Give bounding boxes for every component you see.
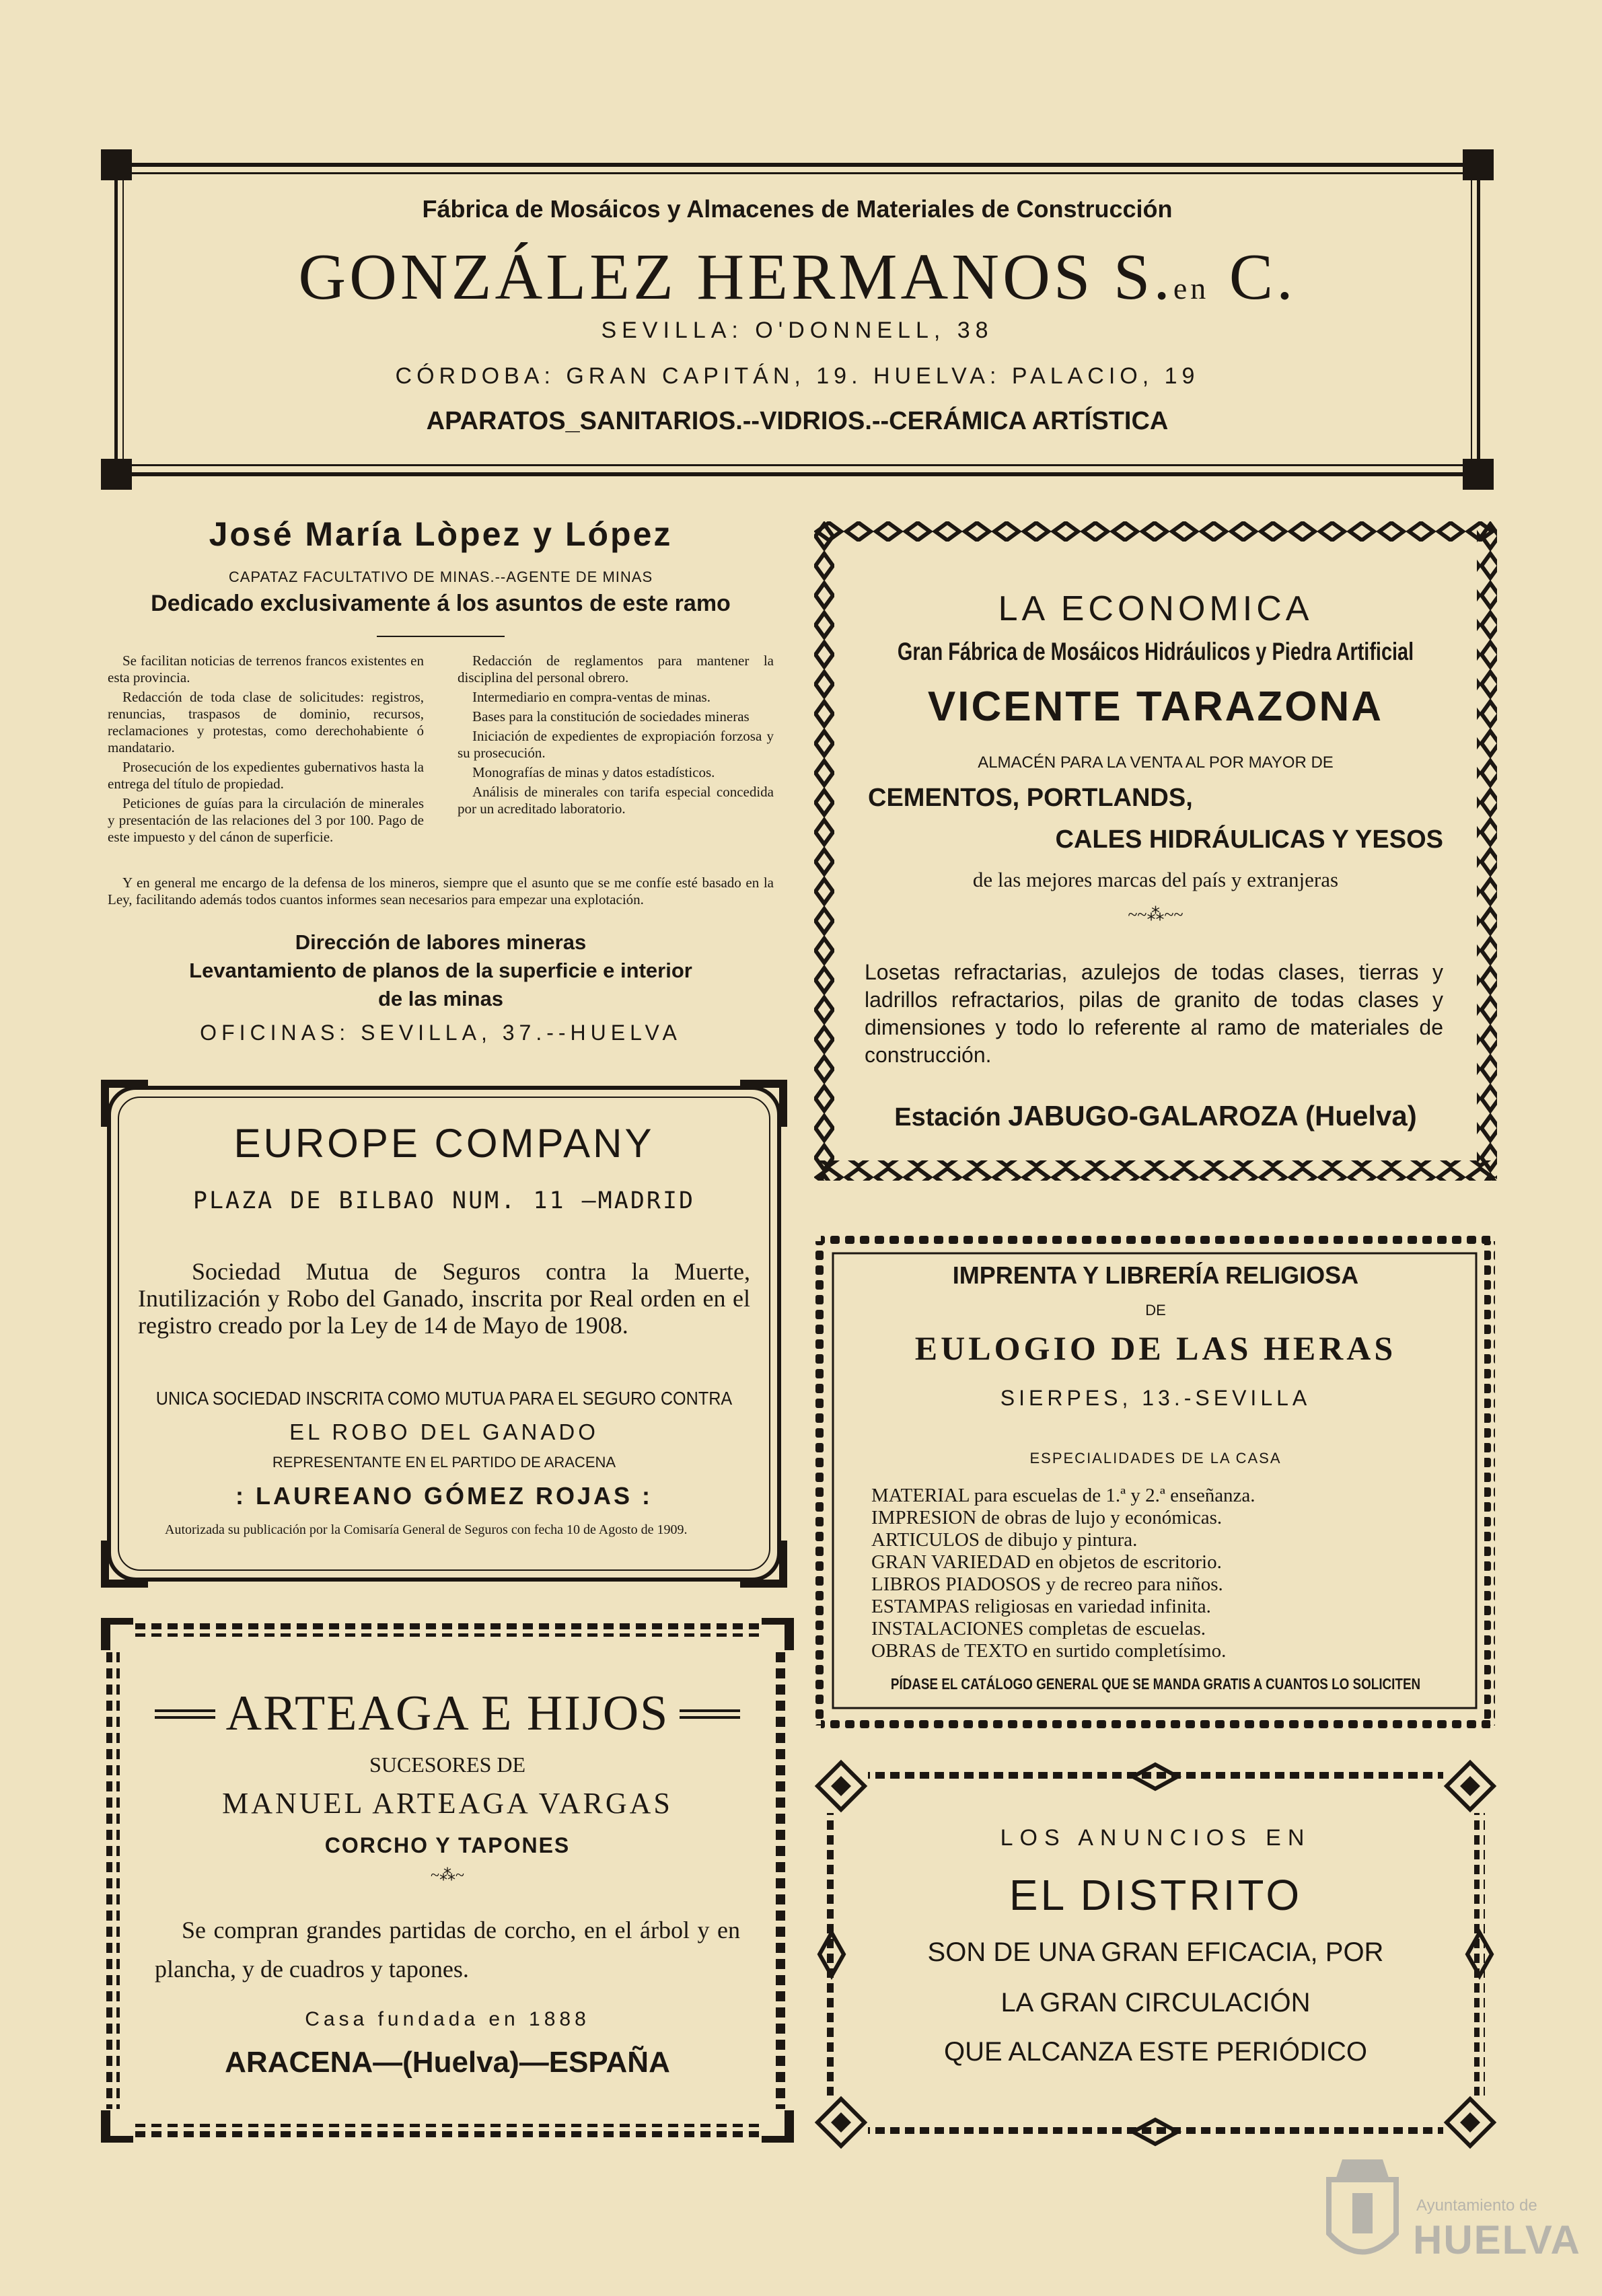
lopez-general-text xyxy=(108,875,774,911)
address-sevilla: SEVILLA: O'DONNELL, 38 xyxy=(601,318,994,343)
divider xyxy=(377,636,505,637)
economica-brands: de las mejores marcas del país y extranjeras xyxy=(972,868,1339,891)
arteaga-sucesores: SUCESORES DE xyxy=(369,1752,526,1777)
lopez-offices: OFICINAS: SEVILLA, 37.--HUELVA xyxy=(200,1021,682,1045)
corner-ornament xyxy=(1463,149,1494,180)
economica-almacen: ALMACÉN PARA LA VENTA AL POR MAYOR DE xyxy=(978,753,1334,772)
lopez-ad xyxy=(87,515,794,1053)
arteaga-desc: Se compran grandes partidas de corcho, en el árbol y en plancha, y de cuadros y tapones. xyxy=(155,1917,740,1983)
distrito-line4: QUE ALCANZA ESTE PERIÓDICO xyxy=(943,2037,1368,2067)
imprenta-ad xyxy=(814,1234,1497,1732)
corner-ornament xyxy=(1463,459,1494,490)
address-cordoba-huelva: CÓRDOBA: GRAN CAPITÁN, 19. HUELVA: PALACIO, 19 xyxy=(395,363,1200,389)
europe-authorized: Autorizada su publicación por la Comisaría General de Seguros con fecha 10 de Agosto de 1909. xyxy=(165,1522,688,1537)
arteaga-product: CORCHO Y TAPONES xyxy=(324,1833,571,1857)
distrito-line2: SON DE UNA GRAN EFICACIA, POR xyxy=(927,1937,1384,1967)
economica-station xyxy=(814,1100,1497,1132)
top-border-rule xyxy=(128,163,1467,167)
imprenta-footer: PÍDASE EL CATÁLOGO GENERAL QUE SE MANDA GRATIS A CUANTOS LO SOLICITEN xyxy=(890,1675,1421,1693)
arteaga-name: MANUEL ARTEAGA VARGAS xyxy=(222,1787,673,1820)
corner-ornament xyxy=(101,459,132,490)
service-item: Peticiones de guías para la circulación de minerales y presentación de las relaciones del 3 por 100. Pago de este impuesto y del cánon de superficie. xyxy=(108,795,424,845)
el-distrito-ad xyxy=(814,1759,1497,2149)
service-item: Redacción de toda clase de solicitudes: registros, renuncias, traspasos de dominio, recursos, reclamaciones y protestas, como derechohabiente ó mandatario. xyxy=(108,689,424,755)
flourish-ornament: ~~⁂~~ xyxy=(1128,905,1184,924)
economica-item1: CEMENTOS, PORTLANDS, xyxy=(868,784,1193,812)
bottom-border-rule-thin xyxy=(128,464,1467,466)
company-suffix-c: C. xyxy=(1229,241,1297,313)
gonzalez-hermanos-ad xyxy=(101,149,1494,490)
flourish-ornament: ~⁂~ xyxy=(431,1867,464,1884)
list-item: MATERIAL para escuelas de 1.ª y 2.ª enseñanza. xyxy=(871,1485,1255,1506)
general-paragraph: Y en general me encargo de la defensa de los mineros, siempre que el asunto que se me confíe esté basado en la Ley, facilitando además todos cuantos informes sean necesarios para empezar una explotación. xyxy=(108,875,774,908)
archive-watermark xyxy=(1319,2146,1588,2281)
bottom-border-rule xyxy=(128,472,1467,476)
arteaga-founded: Casa fundada en 1888 xyxy=(305,2008,590,2030)
watermark-org-small: Ayuntamiento de xyxy=(1416,2196,1537,2215)
ad-heading: Fábrica de Mosáicos y Almacenes de Materiales de Construcción xyxy=(422,195,1173,223)
company-name xyxy=(101,240,1494,326)
service-item: Redacción de reglamentos para mantener la disciplina del personal obrero. xyxy=(458,653,774,686)
lopez-name: José María Lòpez y López xyxy=(209,515,673,553)
lopez-tagline: Dedicado exclusivamente á los asuntos de este ramo xyxy=(151,591,731,616)
service-item: Intermediario en compra-ventas de minas. xyxy=(472,689,711,705)
lopez-title: CAPATAZ FACULTATIVO DE MINAS.--AGENTE DE MINAS xyxy=(228,568,653,585)
europe-address: PLAZA DE BILBAO NUM. 11 —MADRID xyxy=(192,1187,696,1214)
imprenta-specialties: ESPECIALIDADES DE LA CASA xyxy=(1029,1450,1282,1467)
economica-owner: VICENTE TARAZONA xyxy=(927,683,1384,730)
arteaga-title: ARTEAGA E HIJOS xyxy=(225,1686,669,1741)
watermark-org-big: HUELVA xyxy=(1413,2217,1581,2262)
list-item: ARTICULOS de dibujo y pintura. xyxy=(871,1529,1138,1551)
europe-unica: UNICA SOCIEDAD INSCRITA COMO MUTUA PARA EL SEGURO CONTRA xyxy=(155,1388,733,1409)
lopez-right-column xyxy=(458,653,774,820)
service-item: Monografías de minas y datos estadísticos. xyxy=(472,764,715,780)
lopez-left-column xyxy=(108,653,424,848)
imprenta-address: SIERPES, 13.-SEVILLA xyxy=(1000,1386,1311,1410)
distrito-line1: LOS ANUNCIOS EN xyxy=(1000,1825,1311,1851)
arteaga-location: ARACENA—(Huelva)—ESPAÑA xyxy=(225,2046,670,2079)
europe-robo: EL ROBO DEL GANADO xyxy=(289,1419,599,1444)
economica-title: LA ECONOMICA xyxy=(998,589,1313,628)
station-name: JABUGO-GALAROZA (Huelva) xyxy=(1008,1100,1417,1132)
europe-agent: : LAUREANO GÓMEZ ROJAS : xyxy=(235,1482,653,1510)
europe-desc: Sociedad Mutua de Seguros contra la Muerte, Inutilización y Robo del Ganado, inscrita por Real orden en el registro creado por la Ley de 14 de Mayo de 1908. xyxy=(138,1258,750,1339)
distrito-title: EL DISTRITO xyxy=(1009,1871,1303,1919)
la-economica-ad xyxy=(814,521,1497,1181)
list-item: GRAN VARIEDAD en objetos de escritorio. xyxy=(871,1551,1222,1573)
service-item: Prosecución de los expedientes gubernativos hasta la entrega del título de propiedad. xyxy=(108,759,424,792)
europe-title: EUROPE COMPANY xyxy=(233,1121,655,1166)
products-line: APARATOS_SANITARIOS.--VIDRIOS.--CERÁMICA ARTÍSTICA xyxy=(426,407,1169,435)
service-item: Bases para la constitución de sociedades mineras xyxy=(472,708,750,725)
service-item: Se facilitan noticias de terrenos francos existentes en esta provincia. xyxy=(108,653,424,686)
lopez-line-b: Levantamiento de planos de la superficie e interior xyxy=(189,959,692,982)
economica-desc: Losetas refractarias, azulejos de todas clases, tierras y ladrillos refractarios, pilas de granito de todas clases y dimensiones y todo lo referente al ramo de materiales de construcción. xyxy=(865,960,1443,1067)
company-suffix-s: S. xyxy=(1113,241,1173,313)
service-item: Iniciación de expedientes de expropiación forzosa y su prosecución. xyxy=(458,728,774,761)
imprenta-item-list xyxy=(871,1485,1463,1662)
arteaga-ad xyxy=(101,1618,794,2143)
list-item: OBRAS de TEXTO en surtido completísimo. xyxy=(871,1640,1227,1662)
lopez-line-c: de las minas xyxy=(377,987,504,1010)
imprenta-title: IMPRENTA Y LIBRERÍA RELIGIOSA xyxy=(952,1261,1359,1289)
list-item: LIBROS PIADOSOS y de recreo para niños. xyxy=(871,1573,1223,1595)
imprenta-de: DE xyxy=(1145,1302,1166,1319)
europe-rep: REPRESENTANTE EN EL PARTIDO DE ARACENA xyxy=(272,1454,616,1471)
top-border-rule-thin xyxy=(128,172,1467,174)
corner-ornament xyxy=(101,149,132,180)
company-name-main: GONZÁLEZ HERMANOS xyxy=(298,241,1094,313)
imprenta-owner: EULOGIO DE LAS HERAS xyxy=(914,1329,1397,1367)
list-item: ESTAMPAS religiosas en variedad infinita. xyxy=(871,1596,1211,1617)
crest-icon xyxy=(1319,2153,1406,2274)
station-label: Estación xyxy=(894,1103,1001,1132)
economica-subtitle: Gran Fábrica de Mosáicos Hidráulicos y Piedra Artificial xyxy=(897,638,1414,665)
distrito-line3: LA GRAN CIRCULACIÓN xyxy=(1000,1988,1311,2017)
list-item: INSTALACIONES completas de escuelas. xyxy=(871,1618,1206,1639)
list-item: IMPRESION de obras de lujo y económicas. xyxy=(871,1507,1223,1528)
lopez-line-a: Dirección de labores mineras xyxy=(295,930,587,954)
economica-item2: CALES HIDRÁULICAS Y YESOS xyxy=(1055,825,1443,854)
service-item: Análisis de minerales con tarifa especial concedida por un acreditado laboratorio. xyxy=(458,784,774,817)
company-suffix-en: en xyxy=(1173,271,1210,305)
europe-company-ad xyxy=(101,1080,787,1588)
